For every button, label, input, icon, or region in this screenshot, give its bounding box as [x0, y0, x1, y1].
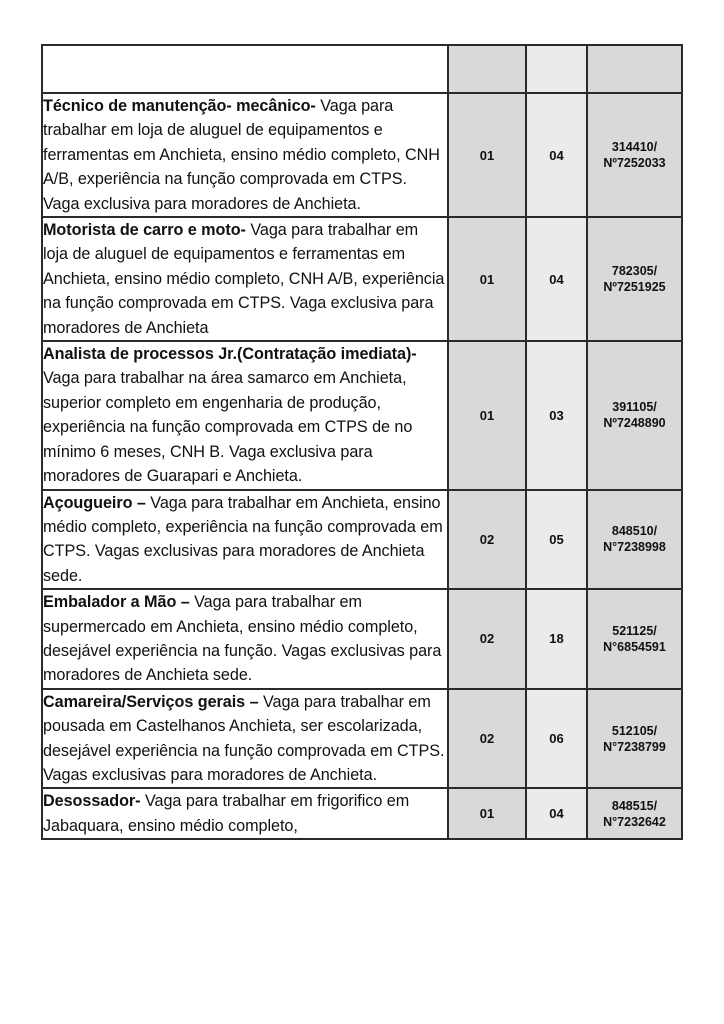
cbo-code: 314410/ — [611, 140, 658, 155]
job-title: Motorista de carro e moto- — [43, 221, 246, 240]
job-details: Vaga para trabalhar em loja de aluguel de equipamentos e ferramentas em Anchieta, ensino médio completo, CNH A/B, experiência na função comprovada em CTPS. Vaga exclusiva para moradores de Anchieta. — [43, 97, 440, 213]
job-details: Vaga para trabalhar em frigorifico em Jabaquara, ensino médio completo, — [43, 792, 410, 835]
vacancy-number: N°7232642 — [603, 814, 666, 829]
job-description-cell — [42, 788, 448, 839]
col-a-cell: 01 — [448, 788, 526, 839]
vacancy-number: N°7238799 — [603, 739, 666, 754]
code-cell — [587, 689, 682, 789]
job-title: Camareira/Serviços gerais – — [43, 692, 259, 711]
header-cell-code — [587, 45, 682, 93]
vacancy-number: N°7238998 — [603, 540, 666, 555]
header-cell-col-b — [526, 45, 587, 93]
table-row — [42, 217, 682, 341]
job-details: Vaga para trabalhar em supermercado em Anchieta, ensino médio completo, desejável experiência na função. Vagas exclusivas para moradores de Anchieta sede. — [43, 593, 442, 685]
table-row — [42, 788, 682, 839]
col-b-cell: 05 — [526, 490, 587, 590]
job-details: Vaga para trabalhar em loja de aluguel de equipamentos e ferramentas em Anchieta, ensino médio completo, CNH A/B, experiência na função comprovada em CTPS. Vaga exclusiva para moradores de Anchieta — [43, 221, 445, 337]
job-description-cell — [42, 490, 448, 590]
col-b-cell: 04 — [526, 788, 587, 839]
col-b-cell: 06 — [526, 689, 587, 789]
col-a-cell: 02 — [448, 490, 526, 590]
job-title: Analista de processos Jr.(Contratação imediata)- — [43, 345, 417, 364]
code-cell — [587, 788, 682, 839]
col-b-cell: 04 — [526, 93, 587, 217]
cbo-code: 391105/ — [612, 400, 657, 415]
job-description-cell — [42, 217, 448, 341]
job-details: Vaga para trabalhar na área samarco em Anchieta, superior completo em engenharia de produção, experiência na função comprovada em CTPS de no mínimo 6 meses, CNH B. Vaga exclusiva para moradores de Guarapari e Anchieta. — [43, 369, 413, 486]
col-b-cell: 03 — [526, 341, 587, 489]
table-row — [42, 689, 682, 789]
job-title: Técnico de manutenção- mecânico- — [43, 97, 316, 115]
table-row — [42, 341, 682, 489]
code-cell — [587, 341, 682, 489]
header-cell-col-a — [448, 45, 526, 93]
col-a-cell: 01 — [448, 217, 526, 341]
job-title: Embalador a Mão – — [43, 593, 190, 612]
col-a-cell: 01 — [448, 341, 526, 489]
col-b-cell: 18 — [526, 589, 587, 689]
code-cell — [587, 589, 682, 689]
cbo-code: 512105/ — [611, 723, 658, 738]
col-a-cell: 02 — [448, 589, 526, 689]
header-cell-description — [42, 45, 448, 93]
code-cell — [587, 217, 682, 341]
vacancy-number: Nº7252033 — [603, 156, 666, 171]
col-a-cell: 01 — [448, 93, 526, 217]
job-description-cell — [42, 93, 448, 217]
table-row — [42, 490, 682, 590]
vacancy-number: N°6854591 — [603, 639, 666, 654]
code-cell — [587, 93, 682, 217]
vacancy-number: Nº7248890 — [603, 416, 666, 431]
col-a-cell: 02 — [448, 689, 526, 789]
vacancy-number: Nº7251925 — [603, 280, 666, 295]
job-description-cell — [42, 589, 448, 689]
job-description-cell — [42, 689, 448, 789]
cbo-code: 782305/ — [611, 264, 658, 279]
cbo-code: 848515/ — [611, 798, 658, 813]
job-details: Vaga para trabalhar em Anchieta, ensino médio completo, experiência na função comprovada em CTPS. Vagas exclusivas para moradores de Anchieta sede. — [43, 493, 443, 585]
table-row — [42, 93, 682, 217]
job-title: Desossador- — [43, 792, 141, 811]
job-vacancies-table — [41, 44, 683, 840]
code-cell — [587, 490, 682, 590]
job-description-cell — [42, 341, 448, 489]
job-title: Açougueiro – — [43, 493, 146, 512]
table-header-row — [42, 45, 682, 93]
job-details: Vaga para trabalhar em pousada em Castelhanos Anchieta, ser escolarizada, desejável experiência na função comprovada em CTPS. Vagas exclusivas para moradores de Anchieta. — [43, 692, 445, 784]
col-b-cell: 04 — [526, 217, 587, 341]
cbo-code: 521125/ — [612, 623, 657, 638]
cbo-code: 848510/ — [611, 524, 658, 539]
table-row — [42, 589, 682, 689]
